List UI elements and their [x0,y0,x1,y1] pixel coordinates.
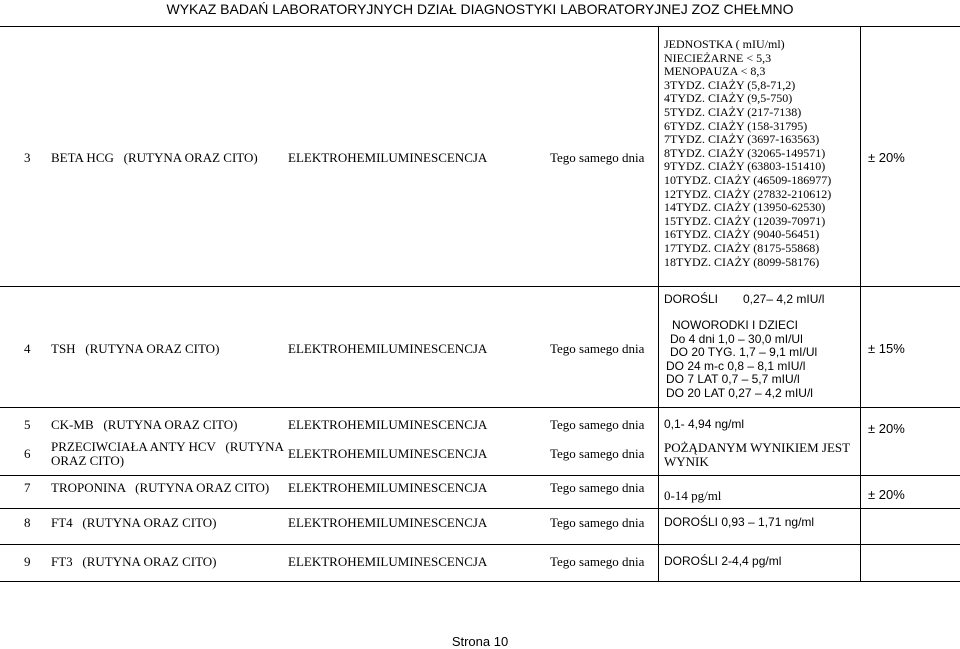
row-divider [0,508,960,509]
turnaround-time: Tego samego dnia [550,554,645,569]
reference-line: 8TYDZ. CIAŻY (32065-149571) [664,145,826,160]
row-number: 6 [24,446,31,461]
test-name: CK-MB (RUTYNA ORAZ CITO) [51,417,238,432]
reference-line: WYNIK [664,453,709,469]
turnaround-time: Tego samego dnia [550,150,645,165]
reference-line: 7TYDZ. CIAŻY (3697-163563) [664,132,820,147]
reference-values [664,38,831,269]
row-number: 8 [24,515,31,530]
reference-line: 14TYDZ. CIAŻY (13950-62530) [664,200,826,215]
row-number: 5 [24,417,31,432]
table-border-top [0,26,960,27]
turnaround-time: Tego samego dnia [550,480,645,495]
test-name: FT3 (RUTYNA ORAZ CITO) [51,554,217,569]
reference-line: MENOPAUZA < 8,3 [664,64,766,79]
reference-line: 6TYDZ. CIAŻY (158-31795) [664,118,808,133]
reference-line: DO 20 LAT 0,27 – 4,2 mIU/l [666,385,813,400]
reference-line: 17TYDZ. CIAŻY (8175-55868) [664,240,820,255]
test-name: TSH (RUTYNA ORAZ CITO) [51,341,220,356]
reference-values [666,319,817,401]
page-number: Strona 10 [451,634,509,649]
row-divider [0,544,960,545]
reference-value: DOROŚLI 0,93 – 1,71 ng/ml [664,515,815,529]
column-divider [658,26,659,582]
tolerance: ± 20% [868,150,905,165]
test-name-line: PRZECIWCIAŁA ANTY HCV (RUTYNA [51,439,284,454]
reference-line: 15TYDZ. CIAŻY (12039-70971) [664,213,826,228]
reference-line: DO 24 m-c 0,8 – 8,1 mIU/l [666,358,806,373]
table-border-bottom [0,581,960,582]
reference-line: DO 7 LAT 0,7 – 5,7 mIU/l [666,372,800,387]
row-number: 9 [24,554,31,569]
reference-line: Do 4 dni 1,0 – 30,0 mI/Ul [670,331,803,346]
reference-line: 10TYDZ. CIAŻY (46509-186977) [664,172,832,187]
test-name: FT4 (RUTYNA ORAZ CITO) [51,515,217,530]
test-name [51,440,284,467]
row-number: 7 [24,480,31,495]
test-name: TROPONINA (RUTYNA ORAZ CITO) [51,480,270,495]
tolerance: ± 15% [868,341,905,356]
test-method: ELEKTROHEMILUMINESCENCJA [288,417,488,432]
reference-value: 0-14 pg/ml [664,488,722,503]
reference-line: JEDNOSTKA ( mIU/ml) [664,37,785,51]
test-method: ELEKTROHEMILUMINESCENCJA [288,341,488,356]
tolerance: ± 20% [868,487,905,502]
reference-line: 18TYDZ. CIAŻY (8099-58176) [664,254,820,269]
test-name-line: ORAZ CITO) [51,452,125,468]
test-method: ELEKTROHEMILUMINESCENCJA [288,150,488,165]
tolerance: ± 20% [868,421,905,436]
reference-line: POŻĄDANYM WYNIKIEM JEST [664,440,851,455]
test-method: ELEKTROHEMILUMINESCENCJA [288,480,488,495]
row-divider [0,286,960,287]
reference-value: 0,1- 4,94 ng/ml [664,417,745,431]
test-method: ELEKTROHEMILUMINESCENCJA [288,515,488,530]
turnaround-time: Tego samego dnia [550,515,645,530]
turnaround-time: Tego samego dnia [550,417,645,432]
test-method: ELEKTROHEMILUMINESCENCJA [288,446,488,461]
test-name: BETA HCG (RUTYNA ORAZ CITO) [51,150,258,165]
adult-range: 0,27– 4,2 mIU/l [743,292,825,306]
reference-line: 4TYDZ. CIAŻY (9,5-750) [664,91,793,106]
reference-line: 16TYDZ. CIAŻY (9040-56451) [664,227,820,242]
adult-label: DOROŚLI [664,292,719,306]
reference-line: NOWORODKI I DZIECI [672,318,798,332]
turnaround-time: Tego samego dnia [550,341,645,356]
reference-line: 5TYDZ. CIAŻY (217-7138) [664,104,802,119]
row-divider [0,475,960,476]
reference-line: 3TYDZ. CIAŻY (5,8-71,2) [664,77,796,92]
reference-value [664,441,850,468]
reference-line: 12TYDZ. CIAŻY (27832-210612) [664,186,832,201]
page-title: WYKAZ BADAŃ LABORATORYJNYCH DZIAŁ DIAGNOSTYKI LABORATORYJNEJ ZOZ CHEŁMNO [166,1,794,17]
row-number: 4 [24,341,31,356]
row-number: 3 [24,150,31,165]
reference-line: NIECIEŻARNE < 5,3 [664,50,772,65]
row-divider [0,407,960,408]
test-method: ELEKTROHEMILUMINESCENCJA [288,554,488,569]
reference-line: DO 20 TYG. 1,7 – 9,1 mI/Ul [670,345,818,360]
turnaround-time: Tego samego dnia [550,446,645,461]
column-divider [860,26,861,582]
reference-line: 9TYDZ. CIAŻY (63803-151410) [664,159,826,174]
reference-value: DOROŚLI 2-4,4 pg/ml [664,554,782,568]
